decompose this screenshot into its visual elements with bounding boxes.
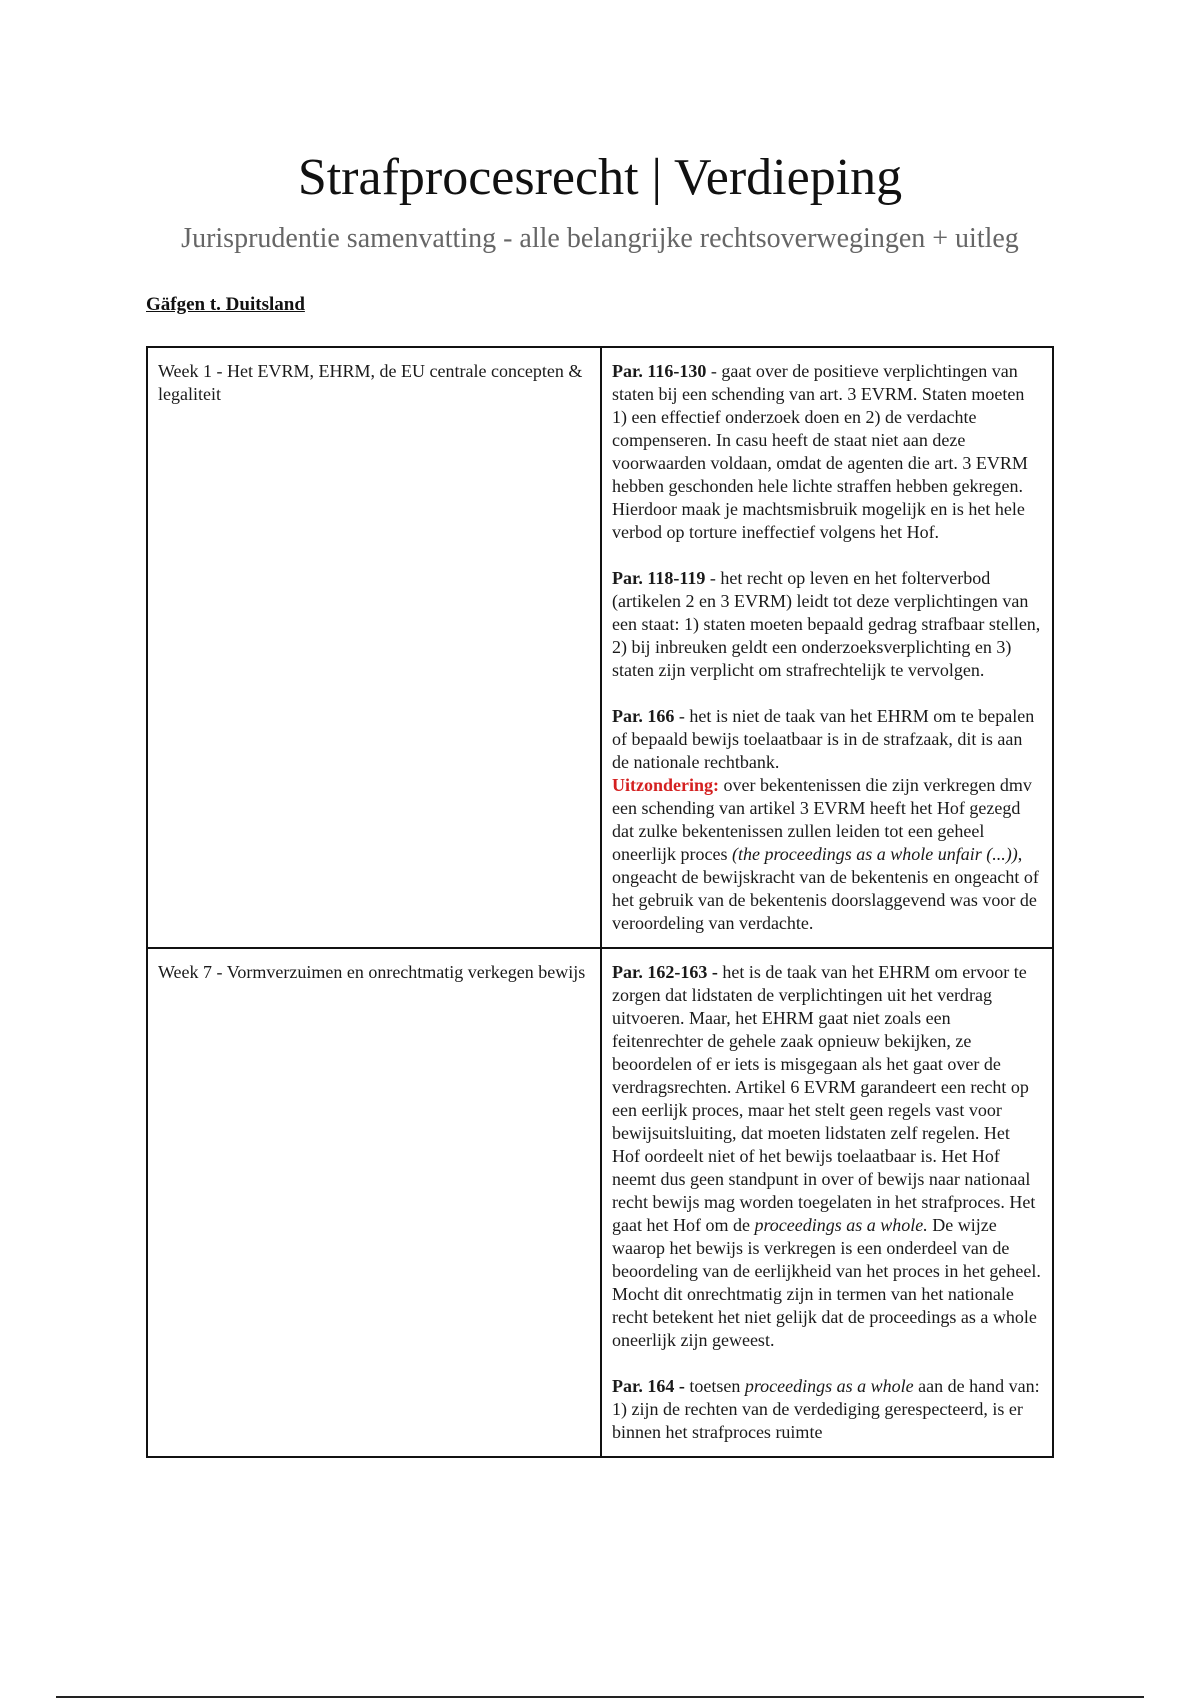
week-label: Week 7 - Vormverzuimen en onrechtmatig verkegen bewijs [158,962,586,982]
paragraph-ref: Par. 162-163 - [612,962,718,982]
page-title: Strafprocesrecht | Verdieping [297,149,903,206]
paragraph [612,360,1042,544]
paragraph-text: - het recht op leven en het folterverbod (artikelen 2 en 3 EVRM) leidt tot deze verplichtingen van een staat: 1) staten moeten bepaald gedrag strafbaar stellen, 2) bij inbreuken geldt een onderzoeksverplichting en 3) staten zijn verplicht om strafrechtelijk te vervolgen. [612,568,1041,680]
page-subtitle: Jurisprudentie samenvatting - alle belangrijke rechtsoverwegingen + uitleg [181,223,1019,254]
paragraph-ref: Par. 164 - [612,1376,685,1396]
paragraph-text: over bekentenissen die zijn verkregen dmv een schending van artikel 3 EVRM heeft het Hof gezegd dat zulke bekentenissen zullen leiden tot een geheel oneerlijk proces [612,775,1032,864]
paragraph-text: het is de taak van het EHRM om ervoor te zorgen dat lidstaten de verplichtingen uit het verdrag uitvoeren. Maar, het EHRM gaat niet zoals een feitenrechter de gehele zaak opnieuw bekijken, ze beoordelen of er iets is misgegaan als het gaat over de verdragsrechten. Artikel 6 EVRM garandeert een recht op een eerlijk proces, maar het stelt geen regels vast voor bewijsuitsluiting, dat moeten lidstaten zelf regelen. Het Hof oordeelt niet of het bewijs toelaatbaar is. Het Hof neemt dus geen standpunt in over of bewijs naar nationaal recht bewijs mag worden toegelaten in het strafproces. Het gaat het Hof om de [612,962,1036,1235]
italic-phrase: proceedings as a whole. [754,1215,928,1235]
week-cell [147,948,601,1457]
week-label: Week 1 - Het EVRM, EHRM, de EU centrale concepten & legaliteit [158,361,583,404]
content-cell [601,948,1053,1457]
paragraph-ref: Par. 118-119 [612,568,706,588]
paragraph-text: , ongeacht de bewijskracht van de bekentenis en ongeacht of het gebruik van de bekentenis doorslaggevend was voor de veroordeling van verdachte. [612,844,1039,933]
exception-label: Uitzondering: [612,775,719,795]
paragraph-ref: Par. 116-130 [612,361,707,381]
paragraph-ref: Par. 166 [612,706,675,726]
italic-quote: (the proceedings as a whole unfair (...)) [731,844,1018,864]
paragraph-text: - gaat over de positieve verplichtingen van staten bij een schending van art. 3 EVRM. Staten moeten 1) een effectief onderzoek doen en 2) de verdachte compenseren. In casu heeft de staat niet aan deze voorwaarden voldaan, omdat de agenten die art. 3 EVRM hebben geschonden hele lichte straffen hebben gekregen. Hierdoor maak je machtsmisbruik mogelijk en is het hele verbod op torture ineffectief volgens het Hof. [612,361,1028,542]
page-bottom-divider [56,1696,1144,1698]
case-heading: Gäfgen t. Duitsland [146,294,305,315]
paragraph [612,567,1042,682]
paragraph [612,1375,1042,1444]
paragraph-text: De wijze waarop het bewijs is verkregen is een onderdeel van de beoordeling van de eerlijkheid van het proces in het geheel. Mocht dit onrechtmatig zijn in termen van het nationale recht betekent het niet gelijk dat de proceedings as a whole oneerlijk zijn geweest. [612,1215,1041,1350]
paragraph-text: toetsen [684,1376,745,1396]
table-row [147,948,1053,1457]
paragraph-text: aan de hand van: 1) zijn de rechten van de verdediging gerespecteerd, is er binnen het strafproces ruimte [612,1376,1040,1442]
italic-phrase: proceedings as a whole [744,1376,914,1396]
paragraph [612,705,1042,935]
paragraph [612,961,1042,1352]
paragraph-text: - het is niet de taak van het EHRM om te bepalen of bepaald bewijs toelaatbaar is in de strafzaak, dit is aan de nationale rechtbank. [612,706,1035,772]
table-row [147,347,1053,948]
week-cell [147,347,601,948]
content-cell [601,347,1053,948]
case-table [146,346,1054,1458]
